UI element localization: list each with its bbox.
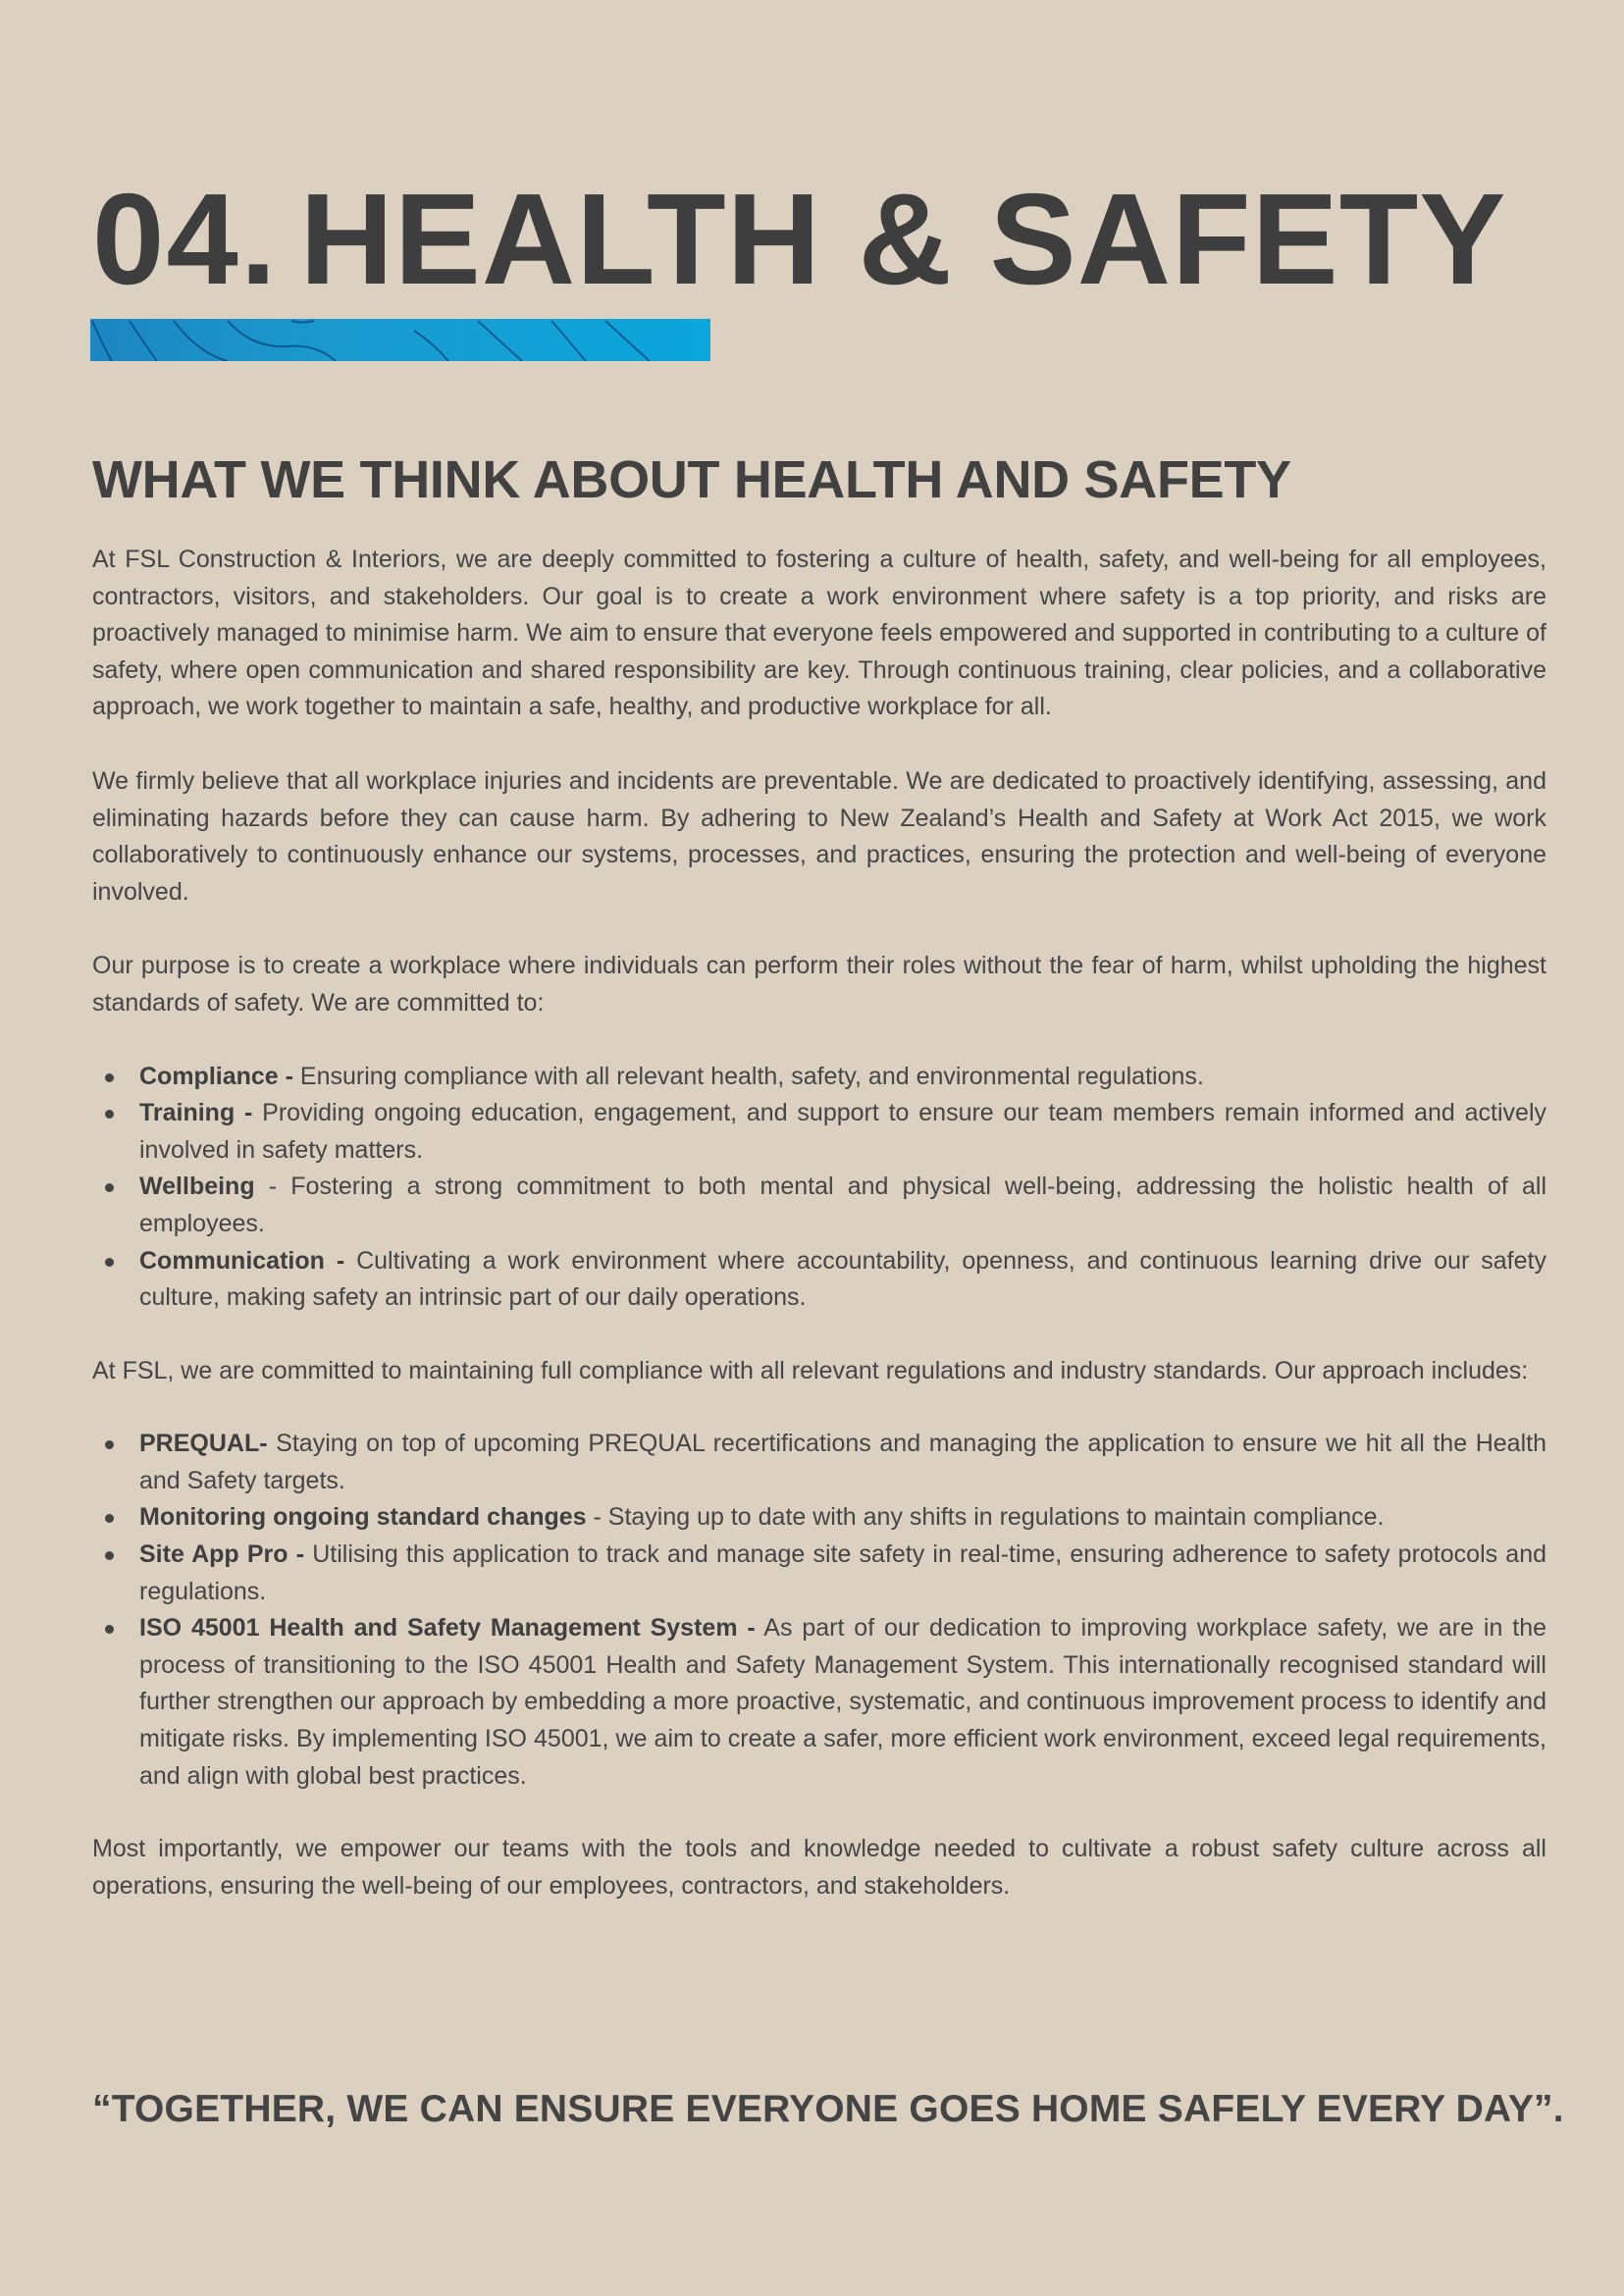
list-item-term: Training - [139,1099,253,1127]
bullet-icon [105,1625,114,1634]
list-item-monitoring [139,1499,1546,1537]
bullet-icon [105,1183,114,1192]
bullet-icon [105,1110,114,1119]
list-item-term: Communication - [139,1246,345,1275]
list-item-text: As part of our dedication to improving workplace safety, we are in the process of transitioning to the ISO 45001 Health and Safety Management System. This internationally recognised standard will further strengthen our approach by embedding a more proactive, systematic, and continuous improvement process to identify and mitigate risks. By implementing ISO 45001, we aim to create a safer, more efficient work environment, exceed legal requirements, and align with global best practices. [139,1614,1546,1790]
bullet-icon [105,1440,114,1449]
section-heading: WHAT WE THINK ABOUT HEALTH AND SAFETY [92,450,1291,509]
list-item-term: PREQUAL- [139,1430,268,1458]
section-number: 04. [92,167,279,311]
intro-paragraph: At FSL Construction & Interiors, we are deeply committed to fostering a culture of health, safety, and well-being for all employees, contractors, visitors, and stakeholders. Our goal is to create a work environment where safety is a top priority, and risks are proactively managed to minimise harm. We aim to ensure that everyone feels empowered and supported in contributing to a culture of safety, where open communication and shared responsibility are key. Through continuous training, clear policies, and a collaborative approach, we work together to maintain a safe, healthy, and productive workplace for all. [92,546,1546,721]
list-item-text: Cultivating a work environment where accountability, openness, and continuous learning drive our safety culture, making safety an intrinsic part of our daily operations. [139,1246,1546,1312]
list-item-iso-45001 [139,1610,1546,1795]
closing-paragraph: Most importantly, we empower our teams with the tools and knowledge needed to cultivate a robust safety culture across all operations, ensuring the well-being of our employees, contractors, and stakeholders. [92,1835,1546,1900]
bullet-icon [105,1514,114,1523]
wave-lines-graphic [90,319,710,361]
list-item-term: Wellbeing [139,1173,255,1201]
list-item-prequal [139,1426,1546,1499]
page-title [92,167,1507,311]
bullet-icon [105,1258,114,1267]
compliance-intro-paragraph: At FSL, we are committed to maintaining full compliance with all relevant regulations and industry standards. Our approach includes: [92,1356,1529,1384]
list-item-text: - Staying up to date with any shifts in regulations to maintain compliance. [586,1503,1385,1532]
list-item-text: Providing ongoing education, engagement, and support to ensure our team members remain informed and actively involved in safety matters. [139,1099,1546,1164]
list-item-compliance [139,1059,1546,1096]
list-item-text: - Fostering a strong commitment to both mental and physical well-being, addressing the holistic health of all employees. [139,1173,1546,1237]
list-item-site-app-pro [139,1537,1546,1610]
approach-list [92,1426,1546,1795]
purpose-paragraph: Our purpose is to create a workplace where individuals can perform their roles without the fear of harm, whilst upholding the highest standards of safety. We are committed to: [92,952,1546,1017]
list-item-text: Staying on top of upcoming PREQUAL recertifications and managing the application to ensure we hit all the Health and Safety targets. [139,1430,1546,1494]
list-item-term: Site App Pro - [139,1540,305,1569]
list-item-training [139,1095,1546,1169]
commitments-list [92,1059,1546,1317]
list-item-text: Utilising this application to track and manage site safety in real-time, ensuring adherence to safety protocols and regulations. [139,1540,1547,1605]
decorative-wave-banner [90,319,710,361]
title-text: HEALTH & SAFETY [299,167,1507,311]
safety-quote: “TOGETHER, WE CAN ENSURE EVERYONE GOES HOME SAFELY EVERY DAY”. [92,2088,1564,2130]
bullet-icon [105,1551,114,1560]
belief-paragraph: We firmly believe that all workplace injuries and incidents are preventable. We are dedicated to proactively identifying, assessing, and eliminating hazards before they can cause harm. By adhering to New Zealand’s Health and Safety at Work Act 2015, we work collaboratively to continuously enhance our systems, processes, and practices, ensuring the protection and well-being of everyone involved. [92,766,1546,906]
body-content [92,542,1546,1905]
list-item-term: Compliance - [139,1062,293,1090]
list-item-communication [139,1243,1546,1317]
list-item-term: Monitoring ongoing standard changes [139,1503,587,1532]
list-item-text: Ensuring compliance with all relevant health, safety, and environmental regulations. [292,1062,1204,1090]
list-item-term: ISO 45001 Health and Safety Management System - [139,1614,756,1643]
list-item-wellbeing [139,1169,1546,1242]
bullet-icon [105,1073,114,1082]
